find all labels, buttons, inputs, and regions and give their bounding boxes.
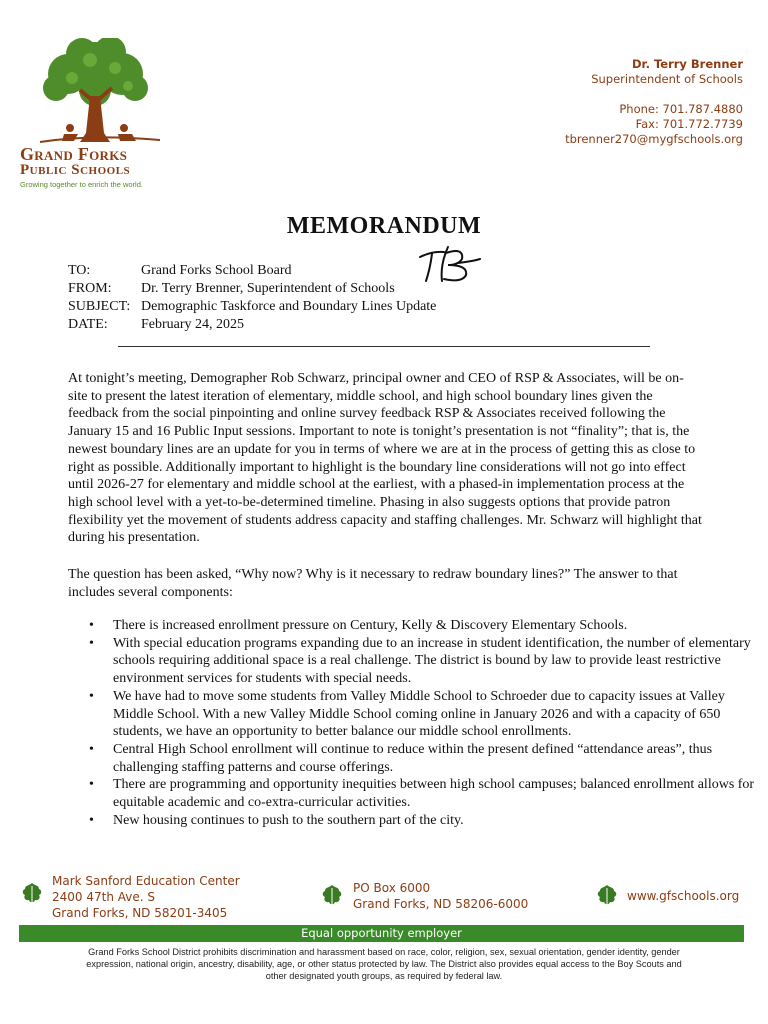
oak-leaf-icon — [20, 882, 44, 906]
memo-date-label: DATE: — [68, 317, 108, 332]
components-list — [68, 617, 758, 829]
memo-to-label: TO: — [68, 263, 91, 278]
list-item: • With special education programs expanding due to an increase in student identification, the number of elementary schools requiring additional space is a real challenge. The district is bound by law to provide least restrictive environment services for students with special needs. — [113, 635, 758, 688]
contact-email[interactable]: tbrenner270@mygfschools.org — [565, 132, 743, 146]
list-item: • New housing continues to push to the southern part of the city. — [113, 812, 758, 830]
footer-disclaimer: Grand Forks School District prohibits discrimination and harassment based on race, color, religion, sex, sexual orientation, gender identity, gender expression, national origin, ancestry, disability, age, or other status protected by law. The District also provides equal access to the Boy Scouts and other designated youth groups, as required by federal law. — [86, 947, 682, 981]
logo-name-line2: Public Schools — [20, 162, 131, 178]
footer-address-1-line1: Mark Sanford Education Center — [52, 874, 240, 888]
contact-block — [565, 57, 743, 147]
tree-icon — [20, 38, 170, 146]
oak-leaf-icon — [320, 884, 344, 908]
footer-address-2-line1: PO Box 6000 — [353, 881, 431, 895]
list-item: • There is increased enrollment pressure on Century, Kelly & Discovery Elementary Schools. — [113, 617, 758, 635]
signature — [418, 243, 484, 290]
contact-phone: Phone: 701.787.4880 — [619, 102, 743, 116]
memo-subject-value: Demographic Taskforce and Boundary Lines Update — [141, 299, 437, 314]
logo-name-line1: Grand Forks — [20, 144, 128, 164]
memo-date-row — [68, 316, 244, 334]
equal-opportunity-banner: Equal opportunity employer — [19, 925, 744, 942]
memo-title: MEMORANDUM — [286, 213, 482, 239]
signature-mark — [418, 243, 484, 285]
list-item: • There are programming and opportunity inequities between high school campuses; balanced enrollment allows for equitable academic and co-extra-curricular activities. — [113, 776, 758, 811]
body-paragraph-2: The question has been asked, “Why now? Why is it necessary to redraw boundary lines?” The answer to that includes several components: — [68, 567, 678, 600]
memo-from-value: Dr. Terry Brenner, Superintendent of Schools — [141, 281, 395, 296]
header-divider — [118, 346, 650, 347]
list-item: • Central High School enrollment will continue to reduce within the present defined “attendance areas”, thus challenging staffing patterns and course offerings. — [113, 741, 758, 776]
footer-address-2-line2: Grand Forks, ND 58206-6000 — [353, 897, 529, 911]
memo-to-value: Grand Forks School Board — [141, 263, 292, 278]
logo-tagline: Growing together to enrich the world. — [20, 180, 143, 189]
memo-from-row — [68, 280, 395, 298]
list-item: • We have had to move some students from Valley Middle School to Schroeder due to capacity issues at Valley Middle School. With a new Valley Middle School coming online in January 2026 and with a capacity of 650 students, we have an opportunity to better balance our middle school enrollments. — [113, 688, 758, 741]
memo-to-row — [68, 262, 292, 280]
memo-from-label: FROM: — [68, 281, 112, 296]
footer-address-2 — [353, 880, 528, 912]
contact-title: Superintendent of Schools — [591, 72, 743, 86]
footer-address-1-line3: Grand Forks, ND 58201-3405 — [52, 906, 228, 920]
oak-leaf-icon — [595, 884, 619, 908]
footer-address-1 — [52, 873, 240, 921]
footer-website[interactable]: www.gfschools.org — [627, 889, 740, 903]
contact-name: Dr. Terry Brenner — [632, 57, 743, 71]
contact-fax: Fax: 701.772.7739 — [635, 117, 743, 131]
memo-subject-row — [68, 298, 436, 316]
body-paragraph-1: At tonight’s meeting, Demographer Rob Schwarz, principal owner and CEO of RSP & Associates, will be on-site to present the latest iteration of elementary, middle school, and high school boundary lines given the feedback from the social pinpointing and online survey feedback RSP & Associates received following the January 15 and 16 Public Input sessions. Important to note is tonight’s presentation is not “finality”; that is, the newest boundary lines are an update for you in terms of where we are at in the process of getting this as close to right as possible. Additionally important to highlight is the boundary line considerations will not go into effect until 2026-27 for elementary and middle school at the earliest, with a phased-in implementation process at the high school level with a yet-to-be-determined timeline. Phasing in also suggests options that provide patron flexibility yet the movement of students address capacity and staffing challenges. Mr. Schwarz will highlight that during his presentation. — [68, 371, 702, 546]
footer-address-1-line2: 2400 47th Ave. S — [52, 890, 155, 904]
memo-date-value: February 24, 2025 — [141, 317, 245, 332]
memo-subject-label: SUBJECT: — [68, 299, 131, 314]
